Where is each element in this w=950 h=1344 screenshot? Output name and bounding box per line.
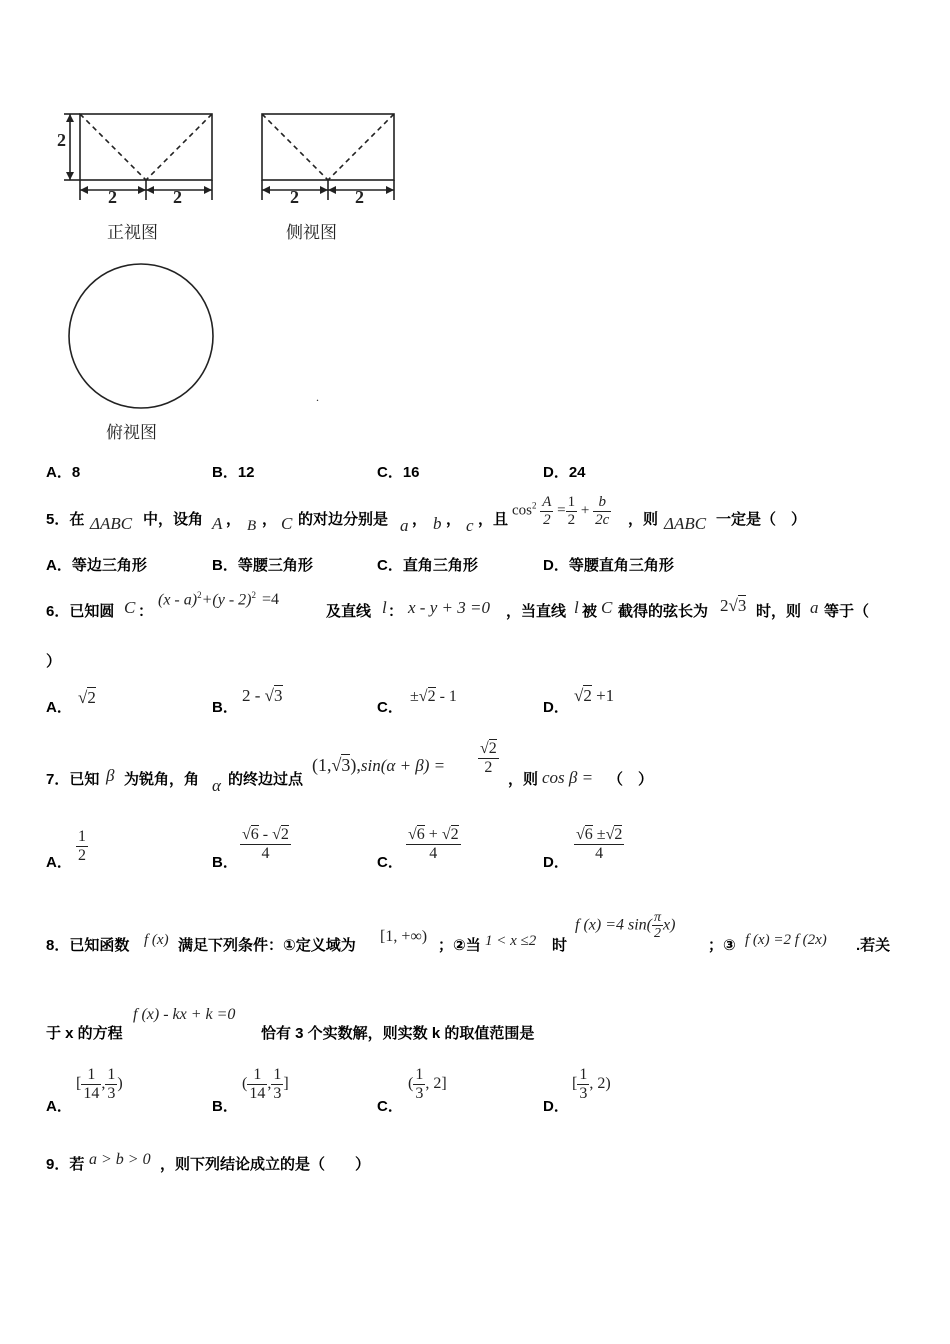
q6-number: 6．已知圆 [46,603,115,620]
q6-text-6: 等于（ [824,603,870,620]
q8-text-2: ；②当 [438,937,481,954]
q5-comma-4: ， [446,511,462,528]
q5-frac-a-num: A [542,494,552,510]
q6-len-rad: 3 [737,596,747,615]
q8-pi-num: π [654,910,662,925]
q7-pt-close: ), [350,755,361,775]
q5-angle-b: B [247,518,257,534]
q7-option-b: B． [212,854,238,871]
q7-beta: β [106,766,115,785]
q7-text-2: 的终边过点 [228,771,304,788]
q7-sin-value: $\frac{√2}{2}$ [480,740,497,776]
q5-frac-b-num: b [593,494,611,512]
q6-colon: ： [138,603,154,620]
q8-b-sep: , [267,1074,272,1092]
top-view-circle [69,264,213,408]
q7-pt-open: (1, [312,755,332,775]
front-view-label: 正视图 [107,223,158,243]
q5-cos: cos [512,502,532,519]
q6-chord-length: 2√3 [720,596,747,615]
q8-equation: f (x) - kx + k =0 [133,1006,236,1023]
q7-b-den: 4 [261,844,270,862]
stray-dot: . [316,390,319,404]
q8-b-n2: 1 [273,1066,282,1083]
q5-frac-a-den: 2 [543,511,551,528]
q5-text-5: 一定是（ ） [716,511,807,528]
q6-option-d: D． [543,699,569,716]
q5-comma-3: ， [412,511,428,528]
q5-half-num: 1 [567,494,576,510]
q8-text-3: 时 [552,937,568,954]
q9-number: 9．若 [46,1156,85,1173]
q6-b-rad: 3 [274,686,283,705]
q7-number: 7．已知 [46,771,100,788]
q6-circle-c: C [124,598,136,617]
q7-a-num: 1 [78,828,86,845]
q7-point: (1,√3),sin(α + β) = [312,755,446,775]
q7-d-rad-2: 2 [614,826,623,843]
q8-c-open: ( [408,1074,414,1092]
q8-a-d2: 3 [107,1084,116,1102]
q7-b-rad-2: 2 [280,826,289,843]
q5-text-4: ，则 [628,511,659,528]
q4-option-c: C．16 [377,464,420,481]
q6-text-2: ，当直线 [506,603,567,620]
q7-d-den: 4 [595,844,604,862]
q7-pt-rad: 3 [341,755,351,775]
q6-option-b-value: 2 - √3 [242,686,283,705]
q7-option-a-value [76,828,88,864]
q8-option-a: A． [46,1098,72,1115]
q5-text-1: 中，设角 [143,511,204,528]
q5-number: 5．在 [46,511,85,528]
q6-len-coef: 2 [720,596,729,615]
q5-triangle-2: ΔABC [664,514,707,533]
q8-a-sep: , [101,1074,106,1092]
q6-eq-part-3: =4 [261,591,280,609]
q6-c-tail: - 1 [435,688,457,705]
q7-d-op: ± [592,826,606,843]
q5-side-a: a [400,516,409,535]
q8-a-n2: 1 [107,1066,116,1083]
q5-equals: = [557,502,566,519]
q6-c-rad: 2 [427,688,436,705]
q8-option-c: C． [377,1098,403,1115]
q5-condition [512,494,611,528]
q6-text-4: 截得的弦长为 [618,603,709,620]
q4-option-d: D．24 [543,464,586,481]
dim-front-right: 2 [173,187,182,207]
q8-c-num: 1 [415,1066,424,1083]
q5-square: 2 [532,500,537,511]
q9-text-1: ，则下列结论成立的是（ ） [160,1156,371,1173]
q6-option-b: B． [212,699,238,716]
q7-d-rad-1: 6 [584,826,593,843]
q8-a-close: ) [117,1074,123,1092]
q8-option-c-value [408,1066,447,1102]
q7-option-a: A． [46,854,72,871]
q8-c-den: 3 [415,1084,424,1102]
dim-height: 2 [57,130,66,150]
q6-a-rad: 2 [87,688,96,707]
q8-text-6: 于 x 的方程 [46,1025,123,1042]
side-view [262,114,394,200]
q6-line-eq: x - y + 3 =0 [408,598,490,617]
q8-option-b-value [242,1066,289,1102]
q8-b-close: ] [283,1074,289,1092]
q5-option-c: C．直角三角形 [377,557,478,574]
q8-pi-den: 2 [654,926,661,942]
q6-text-1: 及直线 [326,603,372,620]
q5-option-a: A．等边三角形 [46,557,147,574]
q6-circle-eq [158,590,279,609]
q6-sq-1: 2 [197,590,202,600]
q6-option-c-value: ±√2 - 1 [410,688,457,705]
q6-b-head: 2 - [242,686,265,705]
q5-text-2: 的对边分别是 [298,511,389,528]
q7-option-c-value: $\frac{√6 + √2}{4}$ [408,826,459,862]
q7-text-1: 为锐角，角 [124,771,200,788]
q6-line-l-2: l [574,598,579,617]
q6-text-3: 被 [582,603,598,620]
q7-c-den: 4 [429,844,438,862]
q7-c-op: + [424,826,442,843]
q6-eq-part-2: +(y - 2) [201,591,252,609]
q8-option-a-value [76,1066,123,1102]
q8-a-open: [ [76,1074,82,1092]
q8-b-d1: 14 [249,1084,266,1102]
q8-number: 8．已知函数 [46,937,130,954]
q6-d-tail: +1 [591,686,615,705]
q8-domain: [1, +∞) [380,928,428,945]
q5-comma-1: ， [226,511,242,528]
q8-interval: 1 < x ≤2 [485,933,537,949]
q5-angle-c: C [281,514,293,533]
q8-fx: f (x) [144,932,169,948]
q6-option-c: C． [377,699,403,716]
q7-sin-den: 2 [484,758,493,776]
dim-front-left: 2 [108,187,117,207]
q7-cos-beta: cos β = [542,768,594,787]
q8-option-d-value [572,1066,611,1102]
dim-side-left: 2 [290,187,299,207]
q8-functional-eq: f (x) =2 f (2x) [745,932,827,948]
q6-line-l: l [382,598,387,617]
q8-d-num: 1 [579,1066,588,1083]
q8-option-d: D． [543,1098,569,1115]
q7-sin-num-rad: 2 [488,740,497,757]
q6-text-5: 时，则 [756,603,802,620]
three-view-figure [50,100,410,420]
q4-option-b: B．12 [212,464,255,481]
q8-sin-head: f (x) =4 sin( [575,916,652,934]
top-view-label: 俯视图 [106,423,157,443]
q8-c-close: , 2] [425,1074,447,1092]
q8-d-den: 3 [579,1084,588,1102]
q6-colon-2: ： [388,603,404,620]
q8-b-n1: 1 [247,1066,267,1085]
q7-alpha: α [212,776,221,795]
q6-sq-2: 2 [251,590,256,600]
q5-side-c: c [466,516,474,535]
q7-option-d: D． [543,854,569,871]
q5-plus: + [580,502,590,519]
q8-text-1: 满足下列条件：①定义域为 [178,937,356,954]
q8-b-open: ( [242,1074,248,1092]
q5-triangle: ΔABC [90,514,133,533]
q7-c-rad-2: 2 [450,826,459,843]
side-view-label: 侧视图 [286,223,337,243]
q6-text-7: ） [46,653,62,670]
q7-c-rad-1: 6 [416,826,425,843]
q5-option-d: D．等腰直角三角形 [543,557,674,574]
q8-d-open: [ [572,1074,578,1092]
q8-text-5: .若关 [856,937,891,954]
q5-half-den: 2 [567,511,576,528]
q8-option-b: B． [212,1098,238,1115]
q5-angle-a: A [212,514,223,533]
q7-sin: sin(α + β) = [360,756,446,775]
q6-option-a-value: √2 [78,688,96,707]
q5-side-b: b [433,514,442,533]
q5-comma-2: ， [262,511,278,528]
q8-a-n1: 1 [81,1066,101,1085]
q8-text-7: 恰有 3 个实数解，则实数 k 的取值范围是 [261,1025,535,1042]
q4-option-a: A．8 [46,464,81,481]
q7-option-d-value: $\frac{√6 \pm√2}{4}$ [576,826,623,862]
q7-option-c: C． [377,854,403,871]
q5-text-3: ，且 [478,511,509,528]
q8-sin-tail: x) [663,916,676,934]
q6-var-a: a [810,598,819,617]
q6-d-rad: 2 [583,686,592,705]
q7-text-3: ，则 [508,771,539,788]
q6-option-a-label: A． [46,699,72,716]
q7-b-rad-1: 6 [250,826,259,843]
q8-text-4: ；③ [708,937,736,954]
q7-option-b-value: $\frac{√6 - √2}{4}$ [242,826,289,862]
q9-condition: a > b > 0 [89,1151,151,1168]
q8-d-close: , 2) [589,1074,611,1092]
q7-b-op: - [258,826,273,843]
q5-option-b: B．等腰三角形 [212,557,313,574]
q6-eq-part-1: (x - a) [158,591,198,609]
q8-sine-def [575,910,675,942]
q6-option-d-value: √2 +1 [574,686,615,705]
q6-c-pm: ± [410,688,419,705]
q5-frac-b-den: 2c [595,511,610,528]
dim-side-right: 2 [355,187,364,207]
q7-a-den: 2 [78,846,86,864]
q6-circle-c-2: C [601,598,613,617]
q6-option-a [46,696,72,717]
q8-a-d1: 14 [83,1084,100,1102]
q7-text-4: （ ） [608,771,654,788]
q8-b-d2: 3 [273,1084,282,1102]
